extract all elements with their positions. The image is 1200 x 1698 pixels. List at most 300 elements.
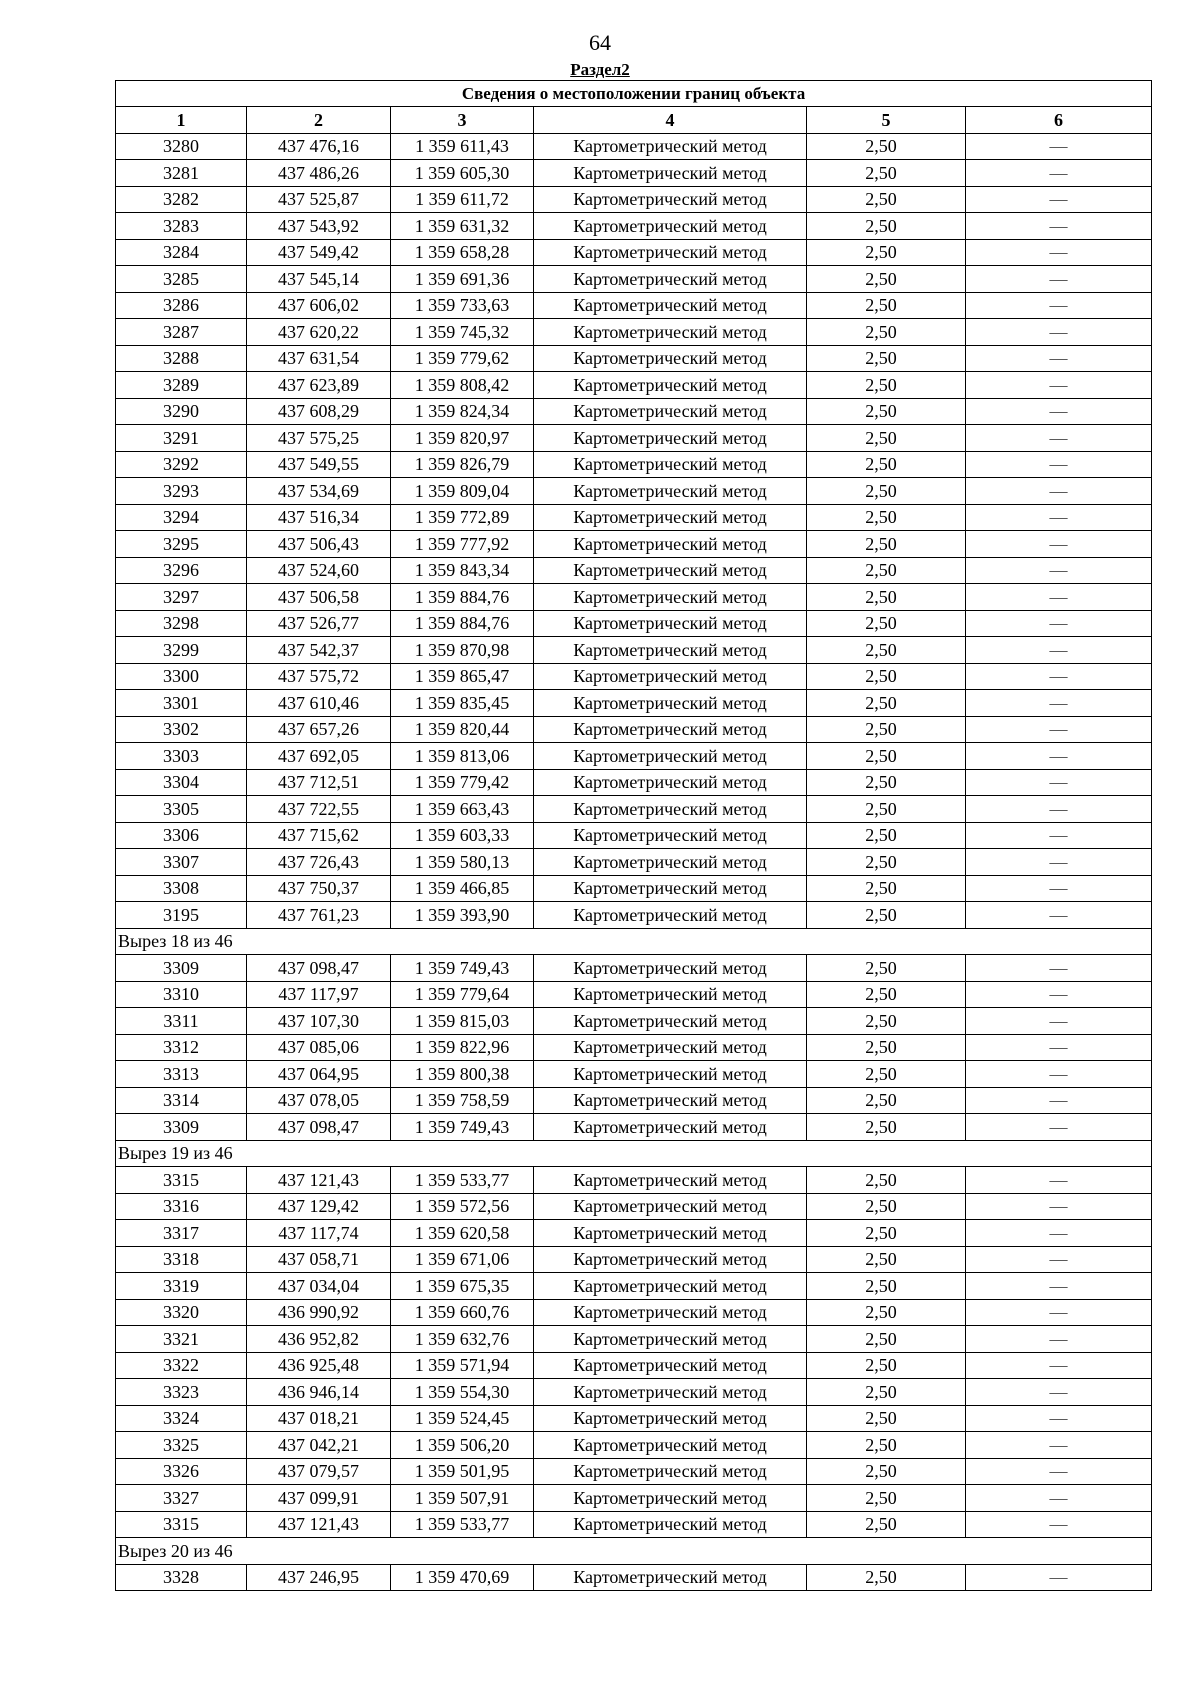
precision-cell: 2,50 bbox=[807, 875, 966, 902]
y-coordinate-cell: 1 359 620,58 bbox=[391, 1220, 534, 1247]
method-cell: Картометрический метод bbox=[534, 186, 807, 213]
precision-cell: 2,50 bbox=[807, 213, 966, 240]
table-row bbox=[116, 1458, 1152, 1485]
note-cell: — bbox=[966, 1008, 1152, 1035]
precision-cell: 2,50 bbox=[807, 319, 966, 346]
x-coordinate-cell: 437 712,51 bbox=[247, 769, 391, 796]
note-cell: — bbox=[966, 981, 1152, 1008]
table-row bbox=[116, 1432, 1152, 1459]
table-row bbox=[116, 133, 1152, 160]
note-cell: — bbox=[966, 319, 1152, 346]
note-cell: — bbox=[966, 1352, 1152, 1379]
y-coordinate-cell: 1 359 820,97 bbox=[391, 425, 534, 452]
method-cell: Картометрический метод bbox=[534, 1114, 807, 1141]
note-cell: — bbox=[966, 345, 1152, 372]
x-coordinate-cell: 437 034,04 bbox=[247, 1273, 391, 1300]
x-coordinate-cell: 437 107,30 bbox=[247, 1008, 391, 1035]
note-cell: — bbox=[966, 584, 1152, 611]
point-number-cell: 3310 bbox=[116, 981, 247, 1008]
page-number: 64 bbox=[589, 30, 611, 55]
table-row bbox=[116, 902, 1152, 929]
x-coordinate-cell: 437 098,47 bbox=[247, 955, 391, 982]
y-coordinate-cell: 1 359 470,69 bbox=[391, 1564, 534, 1591]
point-number-cell: 3327 bbox=[116, 1485, 247, 1512]
x-coordinate-cell: 437 542,37 bbox=[247, 637, 391, 664]
method-cell: Картометрический метод bbox=[534, 1299, 807, 1326]
method-cell: Картометрический метод bbox=[534, 1432, 807, 1459]
y-coordinate-cell: 1 359 658,28 bbox=[391, 239, 534, 266]
precision-cell: 2,50 bbox=[807, 478, 966, 505]
note-cell: — bbox=[966, 796, 1152, 823]
point-number-cell: 3314 bbox=[116, 1087, 247, 1114]
table-row bbox=[116, 981, 1152, 1008]
x-coordinate-cell: 437 545,14 bbox=[247, 266, 391, 293]
note-cell: — bbox=[966, 1511, 1152, 1538]
y-coordinate-cell: 1 359 663,43 bbox=[391, 796, 534, 823]
table-row bbox=[116, 1008, 1152, 1035]
y-coordinate-cell: 1 359 507,91 bbox=[391, 1485, 534, 1512]
note-cell: — bbox=[966, 398, 1152, 425]
method-cell: Картометрический метод bbox=[534, 1485, 807, 1512]
table-row bbox=[116, 1485, 1152, 1512]
table-row bbox=[116, 1246, 1152, 1273]
method-cell: Картометрический метод bbox=[534, 425, 807, 452]
column-number: 4 bbox=[534, 107, 807, 134]
precision-cell: 2,50 bbox=[807, 1087, 966, 1114]
note-cell: — bbox=[966, 292, 1152, 319]
table-row bbox=[116, 398, 1152, 425]
method-cell: Картометрический метод bbox=[534, 319, 807, 346]
point-number-cell: 3295 bbox=[116, 531, 247, 558]
method-cell: Картометрический метод bbox=[534, 239, 807, 266]
x-coordinate-cell: 437 246,95 bbox=[247, 1564, 391, 1591]
point-number-cell: 3291 bbox=[116, 425, 247, 452]
method-cell: Картометрический метод bbox=[534, 1034, 807, 1061]
point-number-cell: 3326 bbox=[116, 1458, 247, 1485]
point-number-cell: 3283 bbox=[116, 213, 247, 240]
x-coordinate-cell: 437 525,87 bbox=[247, 186, 391, 213]
x-coordinate-cell: 437 506,43 bbox=[247, 531, 391, 558]
method-cell: Картометрический метод bbox=[534, 1352, 807, 1379]
table-row bbox=[116, 796, 1152, 823]
x-coordinate-cell: 437 549,55 bbox=[247, 451, 391, 478]
precision-cell: 2,50 bbox=[807, 849, 966, 876]
y-coordinate-cell: 1 359 611,43 bbox=[391, 133, 534, 160]
x-coordinate-cell: 437 129,42 bbox=[247, 1193, 391, 1220]
method-cell: Картометрический метод bbox=[534, 213, 807, 240]
table-row bbox=[116, 1114, 1152, 1141]
y-coordinate-cell: 1 359 779,42 bbox=[391, 769, 534, 796]
method-cell: Картометрический метод bbox=[534, 1405, 807, 1432]
x-coordinate-cell: 437 623,89 bbox=[247, 372, 391, 399]
x-coordinate-cell: 437 631,54 bbox=[247, 345, 391, 372]
x-coordinate-cell: 437 620,22 bbox=[247, 319, 391, 346]
note-cell: — bbox=[966, 531, 1152, 558]
method-cell: Картометрический метод bbox=[534, 557, 807, 584]
table-row bbox=[116, 610, 1152, 637]
table-row bbox=[116, 186, 1152, 213]
note-cell: — bbox=[966, 1061, 1152, 1088]
y-coordinate-cell: 1 359 843,34 bbox=[391, 557, 534, 584]
note-cell: — bbox=[966, 1167, 1152, 1194]
point-number-cell: 3320 bbox=[116, 1299, 247, 1326]
method-cell: Картометрический метод bbox=[534, 716, 807, 743]
method-cell: Картометрический метод bbox=[534, 1220, 807, 1247]
method-cell: Картометрический метод bbox=[534, 1458, 807, 1485]
precision-cell: 2,50 bbox=[807, 663, 966, 690]
note-cell: — bbox=[966, 504, 1152, 531]
note-cell: — bbox=[966, 1485, 1152, 1512]
table-row bbox=[116, 1167, 1152, 1194]
precision-cell: 2,50 bbox=[807, 637, 966, 664]
y-coordinate-cell: 1 359 808,42 bbox=[391, 372, 534, 399]
x-coordinate-cell: 437 506,58 bbox=[247, 584, 391, 611]
table-row bbox=[116, 160, 1152, 187]
y-coordinate-cell: 1 359 884,76 bbox=[391, 584, 534, 611]
method-cell: Картометрический метод bbox=[534, 690, 807, 717]
y-coordinate-cell: 1 359 779,64 bbox=[391, 981, 534, 1008]
y-coordinate-cell: 1 359 611,72 bbox=[391, 186, 534, 213]
y-coordinate-cell: 1 359 580,13 bbox=[391, 849, 534, 876]
note-cell: — bbox=[966, 769, 1152, 796]
table-title-row bbox=[116, 81, 1152, 107]
table-row bbox=[116, 875, 1152, 902]
column-number: 6 bbox=[966, 107, 1152, 134]
table-row bbox=[116, 1379, 1152, 1406]
table-row bbox=[116, 690, 1152, 717]
table-row bbox=[116, 451, 1152, 478]
table-row bbox=[116, 1273, 1152, 1300]
table-row bbox=[116, 955, 1152, 982]
point-number-cell: 3302 bbox=[116, 716, 247, 743]
table-row bbox=[116, 1352, 1152, 1379]
method-cell: Картометрический метод bbox=[534, 796, 807, 823]
method-cell: Картометрический метод bbox=[534, 478, 807, 505]
table-row bbox=[116, 584, 1152, 611]
note-cell: — bbox=[966, 1379, 1152, 1406]
precision-cell: 2,50 bbox=[807, 1458, 966, 1485]
note-cell: — bbox=[966, 1299, 1152, 1326]
method-cell: Картометрический метод bbox=[534, 1087, 807, 1114]
x-coordinate-cell: 437 098,47 bbox=[247, 1114, 391, 1141]
y-coordinate-cell: 1 359 572,56 bbox=[391, 1193, 534, 1220]
x-coordinate-cell: 437 486,26 bbox=[247, 160, 391, 187]
method-cell: Картометрический метод bbox=[534, 875, 807, 902]
point-number-cell: 3312 bbox=[116, 1034, 247, 1061]
precision-cell: 2,50 bbox=[807, 1432, 966, 1459]
point-number-cell: 3306 bbox=[116, 822, 247, 849]
point-number-cell: 3287 bbox=[116, 319, 247, 346]
point-number-cell: 3311 bbox=[116, 1008, 247, 1035]
group-label: Вырез 20 из 46 bbox=[116, 1538, 1152, 1565]
point-number-cell: 3328 bbox=[116, 1564, 247, 1591]
precision-cell: 2,50 bbox=[807, 902, 966, 929]
y-coordinate-cell: 1 359 733,63 bbox=[391, 292, 534, 319]
x-coordinate-cell: 436 990,92 bbox=[247, 1299, 391, 1326]
note-cell: — bbox=[966, 213, 1152, 240]
precision-cell: 2,50 bbox=[807, 1326, 966, 1353]
note-cell: — bbox=[966, 1564, 1152, 1591]
precision-cell: 2,50 bbox=[807, 1273, 966, 1300]
precision-cell: 2,50 bbox=[807, 133, 966, 160]
note-cell: — bbox=[966, 1087, 1152, 1114]
y-coordinate-cell: 1 359 824,34 bbox=[391, 398, 534, 425]
table-row bbox=[116, 1087, 1152, 1114]
precision-cell: 2,50 bbox=[807, 743, 966, 770]
group-row bbox=[116, 1538, 1152, 1565]
method-cell: Картометрический метод bbox=[534, 531, 807, 558]
y-coordinate-cell: 1 359 660,76 bbox=[391, 1299, 534, 1326]
table-row bbox=[116, 637, 1152, 664]
note-cell: — bbox=[966, 716, 1152, 743]
column-number: 3 bbox=[391, 107, 534, 134]
precision-cell: 2,50 bbox=[807, 716, 966, 743]
point-number-cell: 3298 bbox=[116, 610, 247, 637]
column-number: 2 bbox=[247, 107, 391, 134]
group-label: Вырез 18 из 46 bbox=[116, 928, 1152, 955]
precision-cell: 2,50 bbox=[807, 1193, 966, 1220]
precision-cell: 2,50 bbox=[807, 1114, 966, 1141]
x-coordinate-cell: 437 042,21 bbox=[247, 1432, 391, 1459]
point-number-cell: 3296 bbox=[116, 557, 247, 584]
point-number-cell: 3301 bbox=[116, 690, 247, 717]
point-number-cell: 3316 bbox=[116, 1193, 247, 1220]
y-coordinate-cell: 1 359 826,79 bbox=[391, 451, 534, 478]
x-coordinate-cell: 437 524,60 bbox=[247, 557, 391, 584]
group-row bbox=[116, 1140, 1152, 1167]
note-cell: — bbox=[966, 875, 1152, 902]
precision-cell: 2,50 bbox=[807, 1246, 966, 1273]
column-number: 5 bbox=[807, 107, 966, 134]
method-cell: Картометрический метод bbox=[534, 637, 807, 664]
y-coordinate-cell: 1 359 605,30 bbox=[391, 160, 534, 187]
method-cell: Картометрический метод bbox=[534, 1246, 807, 1273]
table-row bbox=[116, 292, 1152, 319]
point-number-cell: 3304 bbox=[116, 769, 247, 796]
note-cell: — bbox=[966, 1273, 1152, 1300]
note-cell: — bbox=[966, 1193, 1152, 1220]
precision-cell: 2,50 bbox=[807, 1352, 966, 1379]
note-cell: — bbox=[966, 743, 1152, 770]
table-row bbox=[116, 1034, 1152, 1061]
table-row bbox=[116, 531, 1152, 558]
table-row bbox=[116, 372, 1152, 399]
note-cell: — bbox=[966, 663, 1152, 690]
precision-cell: 2,50 bbox=[807, 769, 966, 796]
precision-cell: 2,50 bbox=[807, 239, 966, 266]
x-coordinate-cell: 437 606,02 bbox=[247, 292, 391, 319]
y-coordinate-cell: 1 359 671,06 bbox=[391, 1246, 534, 1273]
note-cell: — bbox=[966, 1034, 1152, 1061]
y-coordinate-cell: 1 359 533,77 bbox=[391, 1167, 534, 1194]
x-coordinate-cell: 437 526,77 bbox=[247, 610, 391, 637]
point-number-cell: 3280 bbox=[116, 133, 247, 160]
table-row bbox=[116, 345, 1152, 372]
method-cell: Картометрический метод bbox=[534, 769, 807, 796]
method-cell: Картометрический метод bbox=[534, 1193, 807, 1220]
y-coordinate-cell: 1 359 779,62 bbox=[391, 345, 534, 372]
precision-cell: 2,50 bbox=[807, 557, 966, 584]
precision-cell: 2,50 bbox=[807, 822, 966, 849]
precision-cell: 2,50 bbox=[807, 1034, 966, 1061]
y-coordinate-cell: 1 359 800,38 bbox=[391, 1061, 534, 1088]
group-row bbox=[116, 928, 1152, 955]
method-cell: Картометрический метод bbox=[534, 1273, 807, 1300]
x-coordinate-cell: 437 610,46 bbox=[247, 690, 391, 717]
method-cell: Картометрический метод bbox=[534, 743, 807, 770]
x-coordinate-cell: 437 516,34 bbox=[247, 504, 391, 531]
method-cell: Картометрический метод bbox=[534, 372, 807, 399]
precision-cell: 2,50 bbox=[807, 690, 966, 717]
table-row bbox=[116, 1326, 1152, 1353]
point-number-cell: 3315 bbox=[116, 1511, 247, 1538]
point-number-cell: 3300 bbox=[116, 663, 247, 690]
y-coordinate-cell: 1 359 675,35 bbox=[391, 1273, 534, 1300]
x-coordinate-cell: 437 121,43 bbox=[247, 1167, 391, 1194]
point-number-cell: 3317 bbox=[116, 1220, 247, 1247]
x-coordinate-cell: 437 726,43 bbox=[247, 849, 391, 876]
method-cell: Картометрический метод bbox=[534, 398, 807, 425]
method-cell: Картометрический метод bbox=[534, 610, 807, 637]
table-row bbox=[116, 1511, 1152, 1538]
y-coordinate-cell: 1 359 554,30 bbox=[391, 1379, 534, 1406]
note-cell: — bbox=[966, 637, 1152, 664]
table-row bbox=[116, 663, 1152, 690]
x-coordinate-cell: 436 952,82 bbox=[247, 1326, 391, 1353]
boundary-table bbox=[115, 80, 1152, 1591]
method-cell: Картометрический метод bbox=[534, 160, 807, 187]
point-number-cell: 3292 bbox=[116, 451, 247, 478]
y-coordinate-cell: 1 359 835,45 bbox=[391, 690, 534, 717]
x-coordinate-cell: 437 117,74 bbox=[247, 1220, 391, 1247]
note-cell: — bbox=[966, 239, 1152, 266]
y-coordinate-cell: 1 359 884,76 bbox=[391, 610, 534, 637]
method-cell: Картометрический метод bbox=[534, 822, 807, 849]
y-coordinate-cell: 1 359 749,43 bbox=[391, 1114, 534, 1141]
method-cell: Картометрический метод bbox=[534, 1008, 807, 1035]
y-coordinate-cell: 1 359 815,03 bbox=[391, 1008, 534, 1035]
table-row bbox=[116, 849, 1152, 876]
method-cell: Картометрический метод bbox=[534, 849, 807, 876]
table-row bbox=[116, 266, 1152, 293]
note-cell: — bbox=[966, 1114, 1152, 1141]
precision-cell: 2,50 bbox=[807, 1299, 966, 1326]
method-cell: Картометрический метод bbox=[534, 266, 807, 293]
table-row bbox=[116, 1299, 1152, 1326]
note-cell: — bbox=[966, 849, 1152, 876]
x-coordinate-cell: 437 121,43 bbox=[247, 1511, 391, 1538]
precision-cell: 2,50 bbox=[807, 1167, 966, 1194]
table-row bbox=[116, 425, 1152, 452]
point-number-cell: 3289 bbox=[116, 372, 247, 399]
y-coordinate-cell: 1 359 809,04 bbox=[391, 478, 534, 505]
y-coordinate-cell: 1 359 772,89 bbox=[391, 504, 534, 531]
x-coordinate-cell: 437 715,62 bbox=[247, 822, 391, 849]
method-cell: Картометрический метод bbox=[534, 1167, 807, 1194]
method-cell: Картометрический метод bbox=[534, 981, 807, 1008]
x-coordinate-cell: 437 575,72 bbox=[247, 663, 391, 690]
y-coordinate-cell: 1 359 822,96 bbox=[391, 1034, 534, 1061]
y-coordinate-cell: 1 359 870,98 bbox=[391, 637, 534, 664]
x-coordinate-cell: 437 058,71 bbox=[247, 1246, 391, 1273]
note-cell: — bbox=[966, 557, 1152, 584]
precision-cell: 2,50 bbox=[807, 451, 966, 478]
y-coordinate-cell: 1 359 745,32 bbox=[391, 319, 534, 346]
point-number-cell: 3290 bbox=[116, 398, 247, 425]
point-number-cell: 3309 bbox=[116, 955, 247, 982]
point-number-cell: 3308 bbox=[116, 875, 247, 902]
x-coordinate-cell: 437 750,37 bbox=[247, 875, 391, 902]
x-coordinate-cell: 437 085,06 bbox=[247, 1034, 391, 1061]
precision-cell: 2,50 bbox=[807, 398, 966, 425]
note-cell: — bbox=[966, 478, 1152, 505]
point-number-cell: 3305 bbox=[116, 796, 247, 823]
x-coordinate-cell: 437 608,29 bbox=[247, 398, 391, 425]
y-coordinate-cell: 1 359 749,43 bbox=[391, 955, 534, 982]
y-coordinate-cell: 1 359 466,85 bbox=[391, 875, 534, 902]
note-cell: — bbox=[966, 1326, 1152, 1353]
point-number-cell: 3324 bbox=[116, 1405, 247, 1432]
precision-cell: 2,50 bbox=[807, 1008, 966, 1035]
table-row bbox=[116, 1061, 1152, 1088]
table-row bbox=[116, 1405, 1152, 1432]
note-cell: — bbox=[966, 1405, 1152, 1432]
y-coordinate-cell: 1 359 631,32 bbox=[391, 213, 534, 240]
x-coordinate-cell: 437 692,05 bbox=[247, 743, 391, 770]
method-cell: Картометрический метод bbox=[534, 663, 807, 690]
y-coordinate-cell: 1 359 813,06 bbox=[391, 743, 534, 770]
y-coordinate-cell: 1 359 501,95 bbox=[391, 1458, 534, 1485]
x-coordinate-cell: 437 575,25 bbox=[247, 425, 391, 452]
precision-cell: 2,50 bbox=[807, 292, 966, 319]
point-number-cell: 3293 bbox=[116, 478, 247, 505]
method-cell: Картометрический метод bbox=[534, 1564, 807, 1591]
method-cell: Картометрический метод bbox=[534, 902, 807, 929]
note-cell: — bbox=[966, 266, 1152, 293]
precision-cell: 2,50 bbox=[807, 1379, 966, 1406]
precision-cell: 2,50 bbox=[807, 1405, 966, 1432]
y-coordinate-cell: 1 359 393,90 bbox=[391, 902, 534, 929]
note-cell: — bbox=[966, 372, 1152, 399]
table-row bbox=[116, 213, 1152, 240]
point-number-cell: 3307 bbox=[116, 849, 247, 876]
point-number-cell: 3303 bbox=[116, 743, 247, 770]
x-coordinate-cell: 437 018,21 bbox=[247, 1405, 391, 1432]
x-coordinate-cell: 437 761,23 bbox=[247, 902, 391, 929]
method-cell: Картометрический метод bbox=[534, 1326, 807, 1353]
method-cell: Картометрический метод bbox=[534, 504, 807, 531]
note-cell: — bbox=[966, 451, 1152, 478]
precision-cell: 2,50 bbox=[807, 1564, 966, 1591]
note-cell: — bbox=[966, 902, 1152, 929]
precision-cell: 2,50 bbox=[807, 425, 966, 452]
y-coordinate-cell: 1 359 632,76 bbox=[391, 1326, 534, 1353]
point-number-cell: 3321 bbox=[116, 1326, 247, 1353]
point-number-cell: 3323 bbox=[116, 1379, 247, 1406]
y-coordinate-cell: 1 359 524,45 bbox=[391, 1405, 534, 1432]
note-cell: — bbox=[966, 1432, 1152, 1459]
method-cell: Картометрический метод bbox=[534, 1061, 807, 1088]
x-coordinate-cell: 437 657,26 bbox=[247, 716, 391, 743]
table-row bbox=[116, 478, 1152, 505]
table-row bbox=[116, 504, 1152, 531]
precision-cell: 2,50 bbox=[807, 955, 966, 982]
x-coordinate-cell: 437 078,05 bbox=[247, 1087, 391, 1114]
point-number-cell: 3288 bbox=[116, 345, 247, 372]
precision-cell: 2,50 bbox=[807, 372, 966, 399]
precision-cell: 2,50 bbox=[807, 981, 966, 1008]
table-row bbox=[116, 239, 1152, 266]
